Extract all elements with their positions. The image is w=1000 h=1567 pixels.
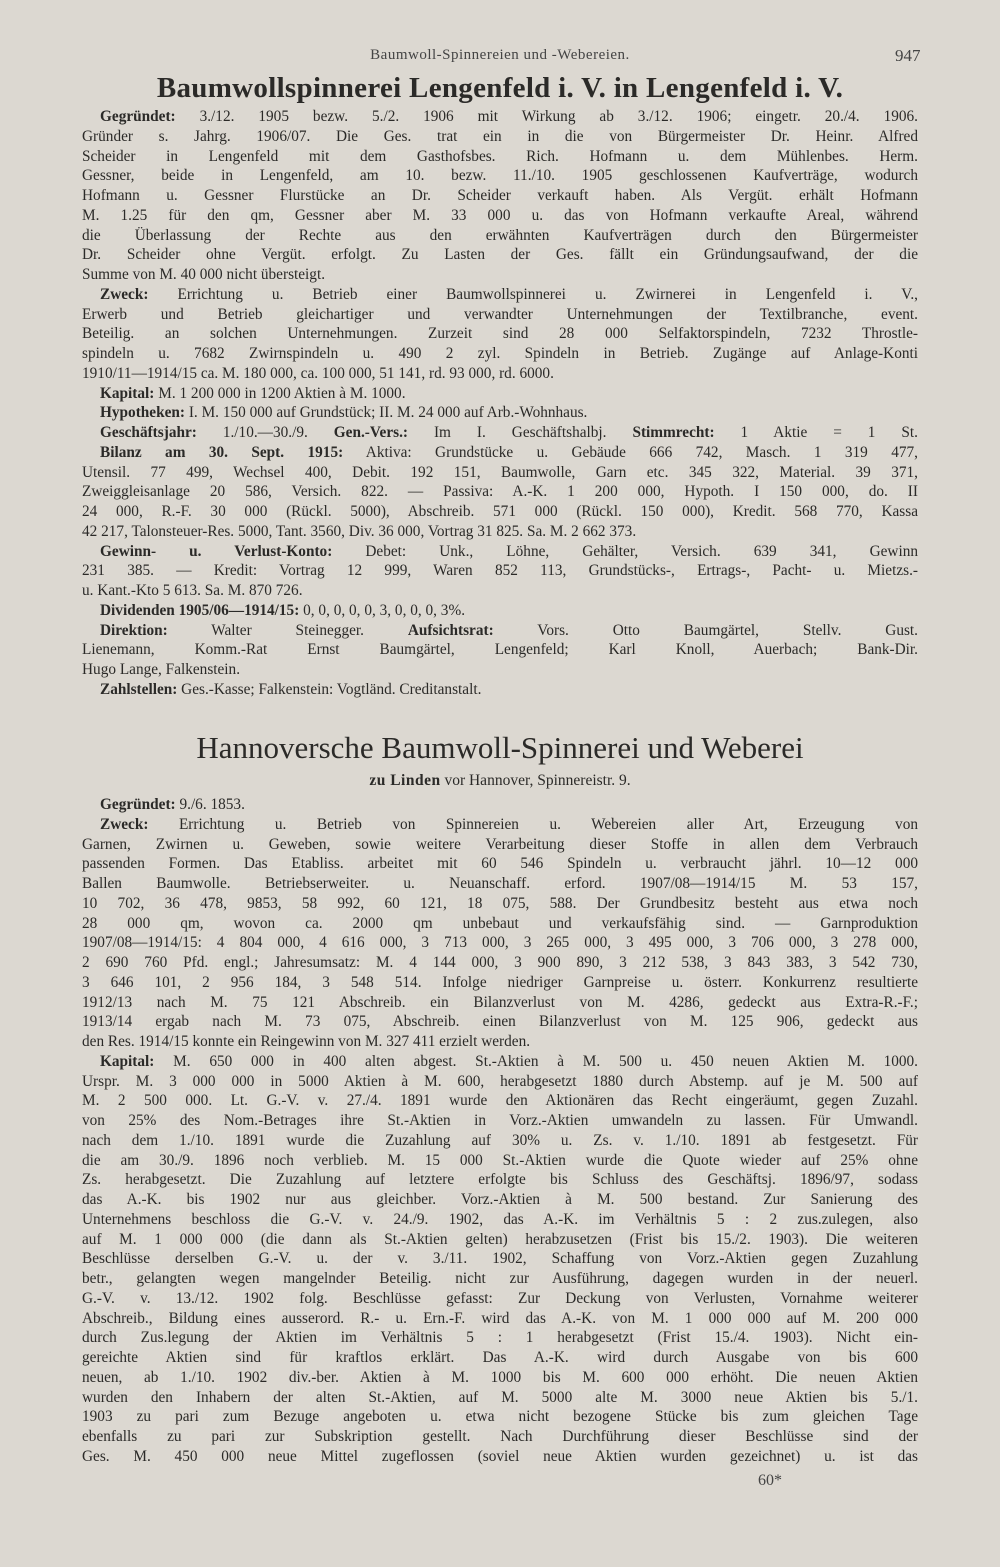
entry-lengenfeld	[82, 107, 918, 700]
text-line	[82, 1170, 918, 1190]
field-text: 1912/13 nach M. 75 121 Abschreib. ein Bilanzverlust von M. 4286, gedeckt aus Extra-R.-F.;	[82, 993, 918, 1011]
field-text: Errichtung u. Betrieb einer Baumwollspinnerei u. Zwirnerei in Lengenfeld i. V.,	[148, 285, 918, 303]
field-text: Zs. herabgesetzt. Die Zuzahlung auf letztere erfolgte bis Schluss des Geschäftsj. 1896/97, sodass	[82, 1171, 918, 1189]
text-line	[82, 1249, 918, 1269]
field-text: 24 000, R.-F. 30 000 (Rückl. 5000), Abschreib. 571 000 (Rückl. 150 000), Kredit. 568 770, Kassa	[82, 503, 918, 520]
field-text: 0, 0, 0, 0, 0, 3, 0, 0, 0, 3%.	[299, 601, 466, 619]
field-text: Walter Steinegger.	[167, 621, 408, 639]
text-line	[82, 166, 918, 186]
text-line	[82, 147, 918, 167]
field-label: Hypotheken:	[100, 404, 185, 422]
field-text: Abschreib., Bildung eines ausserord. R.- u. Ern.-F. wird das A.-K. von M. 1 000 000 auf M. 200 000	[82, 1309, 918, 1327]
text-line	[82, 1072, 918, 1092]
field-text: u. Kant.-Kto 5 613. Sa. M. 870 726.	[82, 582, 303, 599]
field-text: gereichte Aktien sind für kraftlos erklärt. Das A.-K. wird durch Ausgabe von bis 600	[82, 1349, 918, 1366]
field-label: Gen.-Vers.:	[333, 424, 408, 441]
field-text: M. 650 000 in 400 alten abgest. St.-Aktien à M. 500 u. 450 neuen Aktien M. 1000.	[154, 1052, 918, 1070]
text-line	[82, 680, 918, 700]
text-line	[82, 874, 918, 894]
field-text: Debet: Unk., Löhne, Gehälter, Versich. 639 341, Gewinn	[332, 542, 919, 560]
text-line	[82, 1388, 918, 1408]
text-line	[82, 1052, 918, 1072]
text-line	[82, 1230, 918, 1250]
field-text: 3 646 101, 2 956 184, 3 548 514. Infolge niedriger Garnpreise u. österr. Konkurrenz resultierte	[82, 973, 918, 991]
text-line	[82, 973, 918, 993]
field-text: nach dem 1./10. 1891 wurde die Zuzahlung auf 30% u. Zs. v. 1./10. 1891 ab festgesetzt. Für	[82, 1131, 918, 1149]
field-text: Garnen, Zwirnen u. Geweben, sowie weitere Verarbeitung dieser Stoffe in allen dem Verbrauch	[82, 835, 918, 853]
field-text: Hugo Lange, Falkenstein.	[82, 661, 241, 678]
text-line	[82, 127, 918, 147]
text-line	[82, 1368, 918, 1388]
field-text: die am 30./9. 1896 noch verblieb. M. 15 000 St.-Aktien wurde die Quote wieder auf 25% ohne	[82, 1151, 918, 1169]
entry-hannoversche	[82, 795, 918, 1467]
field-text: Beschlüsse derselben G.-V. u. der v. 3./11. 1902, Schaffung von Vorz.-Aktien gegen Zuzahlung	[82, 1250, 918, 1268]
field-text: Aktiva: Grundstücke u. Gebäude 666 742, Masch. 1 319 477,	[343, 443, 918, 461]
field-text: 1910/11—1914/15 ca. M. 180 000, ca. 100 000, 51 141, rd. 93 000, rd. 6000.	[82, 364, 554, 382]
field-text: Summe von M. 40 000 nicht übersteigt.	[82, 266, 326, 283]
text-line	[82, 815, 918, 835]
field-text: M. 2 500 000. Lt. G.-V. v. 27./4. 1891 wurde den Aktionären das Recht eingeräumt, gegen Zuzahl.	[82, 1092, 918, 1110]
field-text: Scheider in Lengenfeld mit dem Gasthofsbes. Rich. Hofmann u. dem Mühlenbes. Herm.	[82, 147, 918, 165]
field-text: Ges.-Kasse; Falkenstein: Vogtländ. Creditanstalt.	[177, 680, 482, 698]
text-line	[82, 640, 918, 660]
field-text: auf M. 1 000 000 (die dann als St.-Aktien gelten) herabzusetzen (Frist bis 15./2. 1903). Die weiteren	[82, 1230, 918, 1248]
field-label: Direktion:	[100, 621, 168, 639]
sheet-signature: 60*	[758, 1472, 782, 1489]
field-label: Stimmrecht:	[632, 424, 715, 441]
text-line	[82, 894, 918, 914]
text-line	[82, 522, 918, 542]
field-text: Dr. Scheider ohne Vergüt. erfolgt. Zu Lasten der Ges. fällt ein Gründungsaufwand, der die	[82, 246, 918, 264]
text-line	[82, 1447, 918, 1467]
text-line	[82, 324, 918, 344]
field-text: Im I. Geschäftshalbj.	[408, 424, 633, 441]
field-label: Zweck:	[100, 815, 149, 833]
field-label: Aufsichtsrat:	[407, 621, 494, 639]
field-text: 1913/14 ergab nach M. 73 075, Abschreib. einen Bilanzverlust von M. 125 906, gedeckt aus	[82, 1013, 918, 1031]
text-line	[82, 854, 918, 874]
text-line	[82, 993, 918, 1013]
text-line	[82, 107, 918, 127]
text-line	[82, 1210, 918, 1230]
text-line	[82, 206, 918, 226]
field-text: spindeln u. 7682 Zwirnspindeln u. 490 2 zyl. Spindeln in Betrieb. Zugänge auf Anlage-Konti	[82, 345, 918, 362]
field-text: wurden den Inhabern der alten St.-Aktien, auf M. 5000 alte M. 3000 neue Aktien bis 5./1.	[82, 1388, 918, 1406]
text-line	[82, 1190, 918, 1210]
field-text: Hofmann u. Gessner Flurstücke an Dr. Scheider verkauft haben. Als Vergüt. erhält Hofmann	[82, 187, 918, 204]
text-line	[82, 265, 918, 285]
field-text: das A.-K. bis 1902 nur aus gleichber. Vorz.-Aktien à M. 500 bestand. Zur Sanierung des	[82, 1191, 918, 1208]
text-line	[82, 1407, 918, 1427]
field-text: 1903 zu pari zum Bezuge angeboten u. etwa nicht bezogene Stücke bis zum gleichen Tage	[82, 1408, 918, 1426]
text-line	[82, 1289, 918, 1309]
text-line	[82, 1151, 918, 1171]
subtitle-location: zu Linden	[369, 772, 441, 789]
text-line	[82, 403, 918, 423]
field-text: ebenfalls zu pari zur Subskription gestellt. Nach Durchführung dieser Beschlüsse sind der	[82, 1428, 918, 1445]
text-line	[82, 186, 918, 206]
page-number: 947	[895, 46, 921, 65]
field-label: Gegründet:	[100, 108, 176, 125]
text-line	[82, 601, 918, 621]
field-text: Ballen Baumwolle. Betriebserweiter. u. Neuanschaff. erford. 1907/08—1914/15 M. 53 157,	[82, 875, 918, 892]
field-text: Unternehmens beschloss die G.-V. v. 24./9. 1902, das A.-K. im Verhältnis 5 : 2 zus.zulegen, also	[82, 1210, 918, 1228]
field-text: I. M. 150 000 auf Grundstück; II. M. 24 000 auf Arb.-Wohnhaus.	[185, 404, 588, 422]
field-text: 10 702, 36 478, 9853, 58 992, 60 121, 18 075, 588. Der Grundbesitz besteht aus etwa noch	[82, 894, 918, 912]
text-line	[82, 423, 918, 443]
text-line	[82, 502, 918, 522]
text-line	[82, 581, 918, 601]
text-line	[82, 364, 918, 384]
field-text: 1 Aktie = 1 St.	[714, 424, 918, 441]
company-title-hannoversche: Hannoversche Baumwoll-Spinnerei und Weberei	[196, 730, 804, 765]
field-label: Bilanz am 30. Sept. 1915:	[100, 443, 344, 461]
text-line	[82, 1309, 918, 1329]
text-line	[82, 482, 918, 502]
text-line	[82, 914, 918, 934]
field-text: 1907/08—1914/15: 4 804 000, 4 616 000, 3 713 000, 3 265 000, 3 495 000, 3 706 000, 3 278 000,	[82, 934, 918, 952]
field-label: Kapital:	[100, 1052, 155, 1070]
text-line	[82, 561, 918, 581]
text-line	[82, 285, 918, 305]
field-text: Zweiggleisanlage 20 586, Versich. 822. — Passiva: A.-K. 1 200 000, Hypoth. I 150 000, do. II	[82, 483, 918, 501]
text-line	[82, 1012, 918, 1032]
field-text: betr., gelangten wegen mangelnder Beteilig. nicht zur Ausführung, dagegen wurden in der neuerl.	[82, 1270, 918, 1287]
text-line	[82, 542, 918, 562]
field-text: Beteilig. an solchen Unternehmungen. Zurzeit sind 28 000 Selfaktorspindeln, 7232 Throstle-	[82, 325, 918, 343]
field-text: neuen, ab 1./10. 1902 div.-ber. Aktien à M. 1000 bis M. 600 000 erhöht. Die neuen Aktien	[82, 1368, 918, 1386]
field-text: Erwerb und Betrieb gleichartiger und verwandter Unternehmungen der Textilbranche, event.	[82, 305, 918, 323]
field-text: Vors. Otto Baumgärtel, Stellv. Gust.	[493, 621, 918, 639]
field-text: 1./10.—30./9.	[196, 424, 334, 441]
text-line	[82, 245, 918, 265]
field-label: Zahlstellen:	[100, 680, 178, 698]
field-text: durch Zus.legung der Aktien im Verhältnis 5 : 1 herabgesetzt (Frist 15./4. 1903). Nicht ein-	[82, 1329, 918, 1347]
field-text: Errichtung u. Betrieb von Spinnereien u. Webereien aller Art, Erzeugung von	[148, 815, 918, 833]
text-line	[82, 1032, 918, 1052]
company-subtitle	[0, 772, 1000, 790]
text-line	[82, 795, 918, 815]
text-line	[82, 226, 918, 246]
company-title-lengenfeld: Baumwollspinnerei Lengenfeld i. V. in Lengenfeld i. V.	[156, 72, 844, 104]
field-text: 9./6. 1853.	[175, 796, 245, 813]
text-line	[82, 1131, 918, 1151]
text-line	[82, 384, 918, 404]
field-text: G.-V. v. 13./12. 1902 folg. Beschlüsse gefasst: Zur Deckung von Verlusten, Vornahme weiterer	[82, 1289, 918, 1307]
text-line	[82, 953, 918, 973]
text-line	[82, 621, 918, 641]
text-line	[82, 443, 918, 463]
field-label: Gegründet:	[100, 796, 176, 813]
text-line	[82, 1328, 918, 1348]
text-line	[82, 1269, 918, 1289]
field-text: den Res. 1914/15 konnte ein Reingewinn von M. 327 411 erzielt werden.	[82, 1033, 531, 1050]
text-line	[82, 305, 918, 325]
field-text: Gessner, beide in Lengenfeld, am 10. bezw. 11./10. 1905 geschlossenen Kaufverträge, wodurch	[82, 167, 918, 185]
field-text: 2 690 760 Pfd. engl.; Jahresumsatz: M. 4 144 000, 3 900 890, 3 212 538, 3 843 383, 3 542 730,	[82, 954, 918, 971]
text-line	[82, 1348, 918, 1368]
field-text: 42 217, Talonsteuer-Res. 5000, Tant. 3560, Div. 36 000, Vortrag 31 825. Sa. M. 2 662 373.	[82, 522, 637, 540]
field-label: Dividenden 1905/06—1914/15:	[100, 601, 300, 619]
field-text: M. 1 200 000 in 1200 Aktien à M. 1000.	[154, 384, 406, 402]
field-text: die Überlassung der Rechte aus den erwähnten Kaufverträgen durch den Bürgermeister	[82, 226, 918, 244]
text-line	[82, 463, 918, 483]
field-label: Gewinn- u. Verlust-Konto:	[100, 542, 333, 560]
field-text: Urspr. M. 3 000 000 in 5000 Aktien à M. 600, herabgesetzt 1880 durch Abstemp. auf je M. 500 auf	[82, 1072, 918, 1090]
text-line	[82, 1427, 918, 1447]
field-text: von 25% des Nom.-Betrages ihre St.-Aktien in Vorz.-Aktien umwandeln zu lassen. Für Umwandl.	[82, 1112, 918, 1129]
field-text: passenden Formen. Das Etabliss. arbeitet mit 60 546 Spindeln u. verbraucht jährl. 10—12 000	[82, 855, 918, 873]
field-label: Kapital:	[100, 384, 155, 402]
field-text: 28 000 qm, wovon ca. 2000 qm unbebaut und verkaufsfähig sind. — Garnproduktion	[82, 914, 918, 932]
field-label: Geschäftsjahr:	[100, 424, 197, 441]
field-text: Lienemann, Komm.-Rat Ernst Baumgärtel, Lengenfeld; Karl Knoll, Auerbach; Bank-Dir.	[82, 641, 918, 659]
field-text: 3./12. 1905 bezw. 5./2. 1906 mit Wirkung ab 3./12. 1906; eingetr. 20./4. 1906.	[175, 108, 918, 125]
text-line	[82, 835, 918, 855]
field-text: Ges. M. 450 000 neue Mittel zugeflossen (soviel neue Aktien wurden gezeichnet) u. ist das	[82, 1447, 918, 1465]
subtitle-address: vor Hannover, Spinnereistr. 9.	[440, 772, 631, 789]
text-line	[82, 1091, 918, 1111]
text-line	[82, 1111, 918, 1131]
text-line	[82, 344, 918, 364]
text-line	[82, 660, 918, 680]
text-line	[82, 933, 918, 953]
running-header: Baumwoll-Spinnereien und -Webereien.	[370, 47, 630, 63]
field-text: 231 385. — Kredit: Vortrag 12 999, Waren 852 113, Grundstücks-, Ertrags-, Pacht- u. Mietzs.-	[82, 562, 918, 580]
field-text: Utensil. 77 499, Wechsel 400, Debit. 192 151, Baumwolle, Garn etc. 345 322, Material. 39 371,	[82, 463, 918, 481]
field-text: M. 1.25 für den qm, Gessner aber M. 33 000 u. das von Hofmann verkaufte Areal, während	[82, 206, 918, 224]
field-text: Gründer s. Jahrg. 1906/07. Die Ges. trat ein in die von Bürgermeister Dr. Heinr. Alfred	[82, 127, 918, 145]
field-label: Zweck:	[100, 285, 149, 303]
